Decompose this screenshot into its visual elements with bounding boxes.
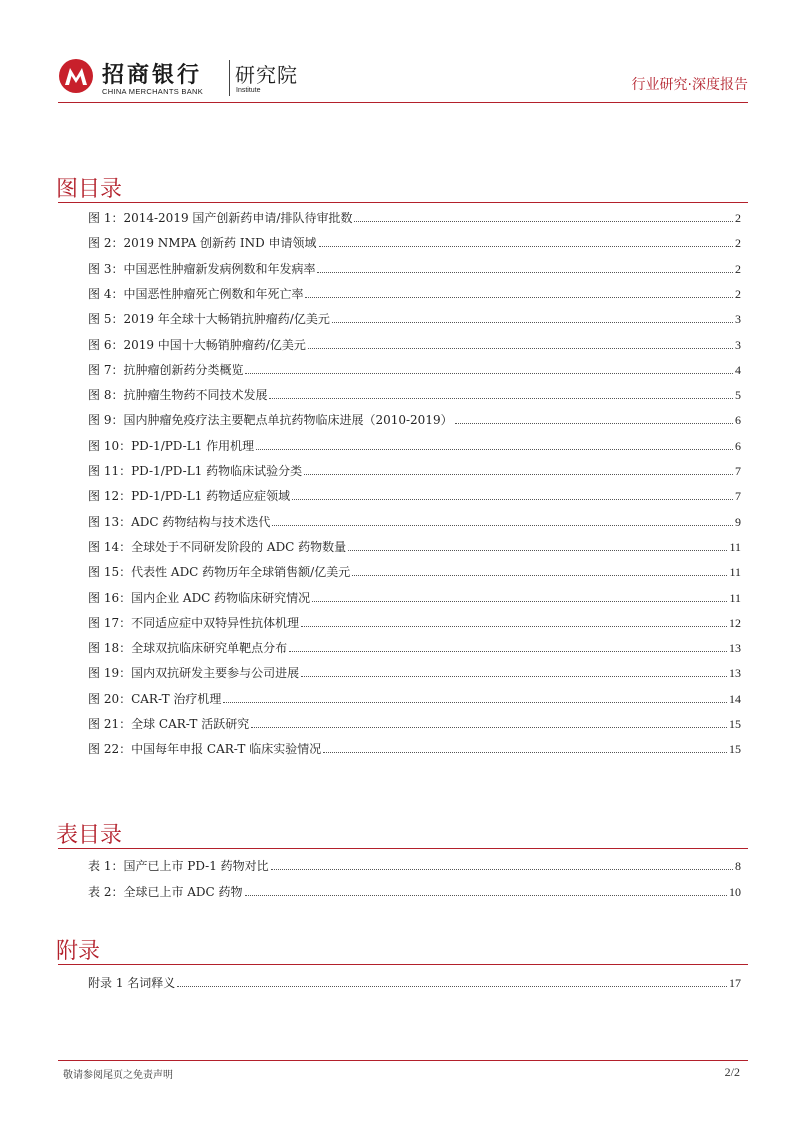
- brand-name: 招商银行: [102, 63, 203, 88]
- toc-entry-label: 图 9：国内肿瘤免疫疗法主要靶点单抗药物临床进展（2010-2019）: [88, 413, 453, 428]
- figure-toc-entry[interactable]: [88, 635, 741, 655]
- toc-entry-page: 6: [735, 438, 741, 453]
- toc-leader-dots: [301, 625, 727, 627]
- toc-entry-page: 5: [735, 388, 741, 403]
- figure-toc-entry[interactable]: [88, 256, 741, 276]
- toc-entry-label: 图 11：PD-1/PD-L1 药物临床试验分类: [88, 464, 303, 478]
- header-divider: [58, 102, 748, 103]
- toc-entry-label: 图 2：2019 NMPA 创新药 IND 申请领域: [88, 236, 317, 251]
- toc-entry-page: 2: [735, 286, 741, 301]
- toc-entry-page: 8: [735, 859, 741, 873]
- toc-leader-dots: [319, 245, 733, 247]
- bank-logo-icon: [58, 58, 94, 94]
- toc-entry-page: 4: [735, 362, 741, 377]
- toc-entry-page: 11: [729, 590, 741, 605]
- toc-entry-page: 7: [735, 489, 741, 504]
- figure-toc-entry[interactable]: [88, 458, 741, 478]
- figure-toc-entry[interactable]: [88, 230, 741, 250]
- figure-toc-entry[interactable]: [88, 534, 741, 554]
- toc-entry-page: 11: [729, 539, 741, 554]
- toc-entry-label: 图 12：PD-1/PD-L1 药物适应症领域: [88, 489, 291, 504]
- toc-leader-dots: [323, 751, 727, 753]
- toc-leader-dots: [269, 397, 733, 399]
- toc-entry-page: 15: [729, 742, 741, 757]
- figure-toc-entry[interactable]: [88, 509, 741, 529]
- appendix-toc-entry[interactable]: [88, 970, 741, 990]
- toc-leader-dots: [317, 271, 733, 273]
- toc-entry-label: 图 6：2019 中国十大畅销肿瘤药/亿美元: [88, 337, 306, 352]
- figure-toc-entry[interactable]: [88, 281, 741, 301]
- toc-entry-label: 图 15：代表性 ADC 药物历年全球销售额/亿美元: [88, 565, 351, 580]
- figures-section-title: 图目录: [56, 177, 123, 202]
- toc-leader-dots: [348, 549, 727, 551]
- figure-toc-entry[interactable]: [88, 332, 741, 352]
- toc-entry-label: 图 17：不同适应症中双特异性抗体机理: [88, 615, 300, 630]
- figure-toc-entry[interactable]: [88, 711, 741, 731]
- tables-section-title: 表目录: [56, 823, 123, 848]
- toc-entry-page: 13: [729, 666, 741, 681]
- toc-leader-dots: [305, 296, 733, 298]
- toc-entry-label: 图 10：PD-1/PD-L1 作用机理: [88, 438, 255, 453]
- toc-leader-dots: [352, 574, 727, 576]
- toc-entry-page: 15: [729, 717, 741, 731]
- toc-entry-page: 2: [735, 211, 741, 225]
- toc-leader-dots: [332, 321, 733, 323]
- figure-toc-entry[interactable]: [88, 660, 741, 680]
- toc-entry-label: 图 22：中国每年申报 CAR-T 临床实验情况: [88, 742, 322, 757]
- figure-toc-entry[interactable]: [88, 585, 741, 605]
- figures-section-divider: [58, 202, 748, 203]
- toc-entry-label: 图 14：全球处于不同研发阶段的 ADC 药物数量: [88, 539, 347, 554]
- toc-entry-page: 17: [729, 976, 741, 990]
- figure-toc-entry[interactable]: [88, 205, 741, 225]
- figure-toc-entry[interactable]: [88, 433, 741, 453]
- footer-divider: [58, 1060, 748, 1061]
- table-toc-entry[interactable]: [88, 853, 741, 873]
- toc-entry-label: 附录 1 名词释义: [88, 976, 176, 990]
- footer-disclaimer: 敬请参阅尾页之免责声明: [63, 1070, 173, 1081]
- toc-entry-label: 图 8：抗肿瘤生物药不同技术发展: [88, 388, 268, 403]
- tables-section-divider: [58, 848, 748, 849]
- toc-leader-dots: [245, 372, 733, 374]
- toc-entry-page: 13: [729, 641, 741, 656]
- toc-entry-page: 10: [729, 885, 741, 899]
- toc-entry-page: 7: [735, 464, 741, 478]
- toc-entry-label: 图 20：CAR-T 治疗机理: [88, 691, 222, 706]
- institute-name: 研究院: [235, 63, 298, 87]
- toc-entry-label: 图 19：国内双抗研发主要参与公司进展: [88, 666, 300, 681]
- toc-leader-dots: [312, 600, 727, 602]
- table-toc-entry[interactable]: [88, 879, 741, 899]
- toc-entry-page: 12: [729, 615, 741, 630]
- figure-toc-entry[interactable]: [88, 736, 741, 756]
- toc-leader-dots: [354, 220, 733, 222]
- toc-entry-label: 图 1：2014-2019 国产创新药申请/排队待审批数: [88, 211, 353, 225]
- toc-entry-label: 表 2：全球已上市 ADC 药物: [88, 885, 243, 899]
- toc-leader-dots: [245, 894, 727, 896]
- toc-entry-label: 图 21：全球 CAR-T 活跃研究: [88, 717, 250, 731]
- toc-entry-label: 图 5：2019 年全球十大畅销抗肿瘤药/亿美元: [88, 312, 330, 327]
- figure-toc-entry[interactable]: [88, 382, 741, 402]
- toc-entry-label: 图 16：国内企业 ADC 药物临床研究情况: [88, 590, 311, 605]
- toc-leader-dots: [177, 985, 727, 987]
- figure-toc-entry[interactable]: [88, 357, 741, 377]
- toc-entry-label: 表 1：国产已上市 PD-1 药物对比: [88, 859, 269, 873]
- toc-entry-label: 图 7：抗肿瘤创新药分类概览: [88, 362, 244, 377]
- figure-toc-entry[interactable]: [88, 407, 741, 427]
- figure-toc-entry[interactable]: [88, 610, 741, 630]
- toc-leader-dots: [304, 473, 733, 475]
- toc-entry-label: 图 13：ADC 药物结构与技术迭代: [88, 514, 271, 529]
- figure-toc-entry[interactable]: [88, 483, 741, 503]
- toc-entry-page: 9: [735, 514, 741, 529]
- toc-leader-dots: [271, 868, 733, 870]
- toc-leader-dots: [251, 726, 727, 728]
- toc-entry-label: 图 18：全球双抗临床研究单靶点分布: [88, 641, 288, 656]
- toc-entry-page: 2: [735, 236, 741, 251]
- toc-entry-label: 图 4：中国恶性肿瘤死亡例数和年死亡率: [88, 286, 304, 301]
- toc-entry-page: 3: [735, 337, 741, 352]
- figure-toc-entry[interactable]: [88, 306, 741, 326]
- toc-entry-page: 6: [735, 413, 741, 428]
- toc-entry-page: 2: [735, 261, 741, 276]
- toc-entry-page: 11: [729, 565, 741, 580]
- brand-name-en: CHINA MERCHANTS BANK: [102, 87, 204, 96]
- toc-leader-dots: [308, 347, 733, 349]
- report-type: 行业研究·深度报告: [631, 77, 748, 93]
- toc-leader-dots: [256, 448, 733, 450]
- figure-toc-entry[interactable]: [88, 686, 741, 706]
- toc-leader-dots: [455, 422, 733, 424]
- toc-entry-page: 14: [729, 691, 741, 706]
- toc-entry-label: 图 3：中国恶性肿瘤新发病例数和年发病率: [88, 261, 316, 276]
- page-header: [58, 52, 748, 102]
- toc-leader-dots: [292, 498, 733, 500]
- toc-entry-page: 3: [735, 312, 741, 327]
- toc-leader-dots: [223, 701, 727, 703]
- institute-name-en: Institute: [236, 87, 261, 94]
- page-number: 2/2: [724, 1065, 740, 1079]
- toc-leader-dots: [301, 675, 727, 677]
- brand-separator: [229, 60, 230, 96]
- figure-toc-entry[interactable]: [88, 559, 741, 579]
- appendix-section-divider: [58, 964, 748, 965]
- toc-leader-dots: [289, 650, 727, 652]
- appendix-section-title: 附录: [56, 939, 101, 964]
- toc-leader-dots: [272, 524, 733, 526]
